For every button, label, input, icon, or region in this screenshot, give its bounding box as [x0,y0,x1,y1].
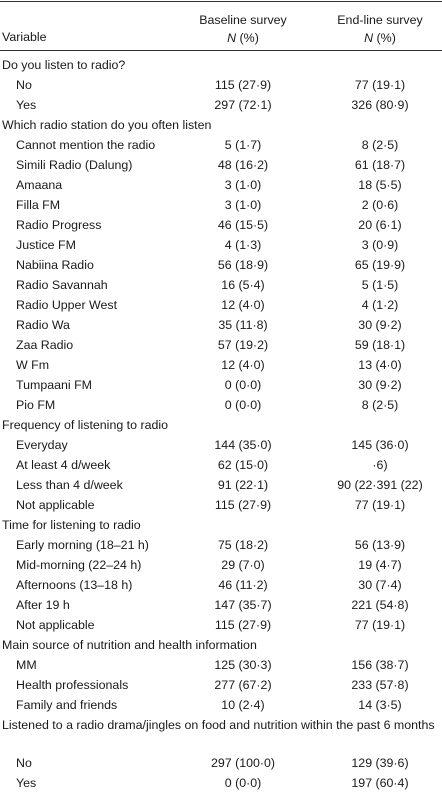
baseline-n-symbol: N [227,31,237,45]
table-row [0,315,442,335]
row-label: Radio Savannah [16,278,108,292]
table-row [0,695,442,715]
table-row [0,75,442,95]
endline-value: 77 (19·1) [354,498,406,512]
section-label: Frequency of listening to radio [2,418,168,432]
table-row [0,555,442,575]
row-label: Cannot mention the radio [16,138,156,152]
section-row [0,415,442,435]
endline-column-title: End-line survey [337,13,423,27]
endline-value: 77 (19·1) [354,618,406,632]
endline-value: 4 (1·2) [361,298,399,312]
baseline-value: 12 (4·0) [221,358,265,372]
baseline-value: 4 (1·3) [224,238,262,252]
baseline-value: 3 (1·0) [224,198,262,212]
endline-value: 18 (5·5) [358,178,402,192]
section-row [0,515,442,535]
section-row [0,635,442,655]
row-label: W Fm [16,358,50,372]
endline-value: 221 (54·8) [351,598,409,612]
row-label: Radio Wa [16,318,70,332]
section-label: Main source of nutrition and health information [2,638,257,652]
endline-value: 30 (9·2) [358,378,402,392]
section-label: Which radio station do you often listen [2,118,212,132]
endline-value: 197 (60·4) [351,776,409,790]
endline-value: 8 (2·5) [361,398,399,412]
table-row [0,375,442,395]
baseline-value: 75 (18·2) [217,538,269,552]
endline-value: 30 (7·4) [358,578,402,592]
survey-table [0,1,442,793]
endline-value: 5 (1·5) [361,278,399,292]
section-row [0,715,442,753]
table-row [0,355,442,375]
baseline-value: 12 (4·0) [221,298,265,312]
row-label: Not applicable [16,618,95,632]
table-row [0,135,442,155]
row-label: Health professionals [16,678,129,692]
endline-value: 14 (3·5) [358,698,402,712]
row-label: Yes [16,98,37,112]
row-label: Radio Progress [16,218,102,232]
table-row [0,615,442,635]
baseline-value: 16 (5·4) [221,278,265,292]
endline-value: 326 (80·9) [351,98,409,112]
baseline-column-title: Baseline survey [199,13,287,27]
section-row [0,115,442,135]
table-row [0,215,442,235]
table-row [0,495,442,515]
baseline-value: 5 (1·7) [224,138,262,152]
row-label: Pio FM [16,398,56,412]
table-row [0,255,442,275]
endline-value: 13 (4·0) [358,358,402,372]
table-row [0,335,442,355]
row-label: At least 4 d/week [16,458,111,472]
endline-value: 8 (2·5) [361,138,399,152]
baseline-value: 56 (18·9) [217,258,269,272]
baseline-column-subtitle: N (%) [227,31,259,45]
section-row [0,55,442,75]
endline-value: 61 (18·7) [354,158,406,172]
endline-column-subtitle: N (%) [364,31,396,45]
section-label: Time for listening to radio [2,518,141,532]
endline-value: 2 (0·6) [361,198,399,212]
baseline-value: 46 (11·2) [218,578,268,592]
row-label: Not applicable [16,498,95,512]
baseline-value: 3 (1·0) [224,178,262,192]
row-label: Nabiina Radio [16,258,94,272]
baseline-value: 144 (35·0) [214,438,272,452]
table-row [0,575,442,595]
table-header [0,2,442,50]
row-label: Zaa Radio [16,338,74,352]
baseline-value: 297 (72·1) [214,98,272,112]
row-label: Afternoons (13–18 h) [16,578,133,592]
baseline-value: 46 (15·5) [217,218,269,232]
row-label: Amaana [16,178,63,192]
baseline-value: 277 (67·2) [214,678,272,692]
baseline-value: 0 (0·0) [224,378,262,392]
baseline-value: 115 (27·9) [214,618,272,632]
endline-value: 65 (19·9) [354,258,406,272]
endline-value: 90 (22·391 (22) [337,478,423,492]
baseline-value: 35 (11·8) [218,318,268,332]
endline-n-symbol: N [364,31,374,45]
row-label: Filla FM [16,198,61,212]
table-row [0,395,442,415]
row-label: After 19 h [16,598,70,612]
endline-value: 56 (13·9) [354,538,406,552]
table-row [0,95,442,115]
baseline-value: 91 (22·1) [217,478,269,492]
row-label: Radio Upper West [16,298,118,312]
row-label: Justice FM [16,238,76,252]
row-label: Family and friends [16,698,118,712]
baseline-value: 115 (27·9) [214,78,272,92]
endline-value: 233 (57·8) [351,678,409,692]
section-label: Listened to a radio drama/jingles on food and nutrition within the past 6 months [2,718,435,732]
baseline-value: 0 (0·0) [224,776,262,790]
endline-value: 30 (9·2) [358,318,402,332]
table-body [0,51,442,793]
table-row [0,435,442,455]
table-row [0,675,442,695]
endline-value: 3 (0·9) [361,238,399,252]
table-row [0,155,442,175]
baseline-value: 297 (100·0) [210,756,276,770]
table-row [0,595,442,615]
endline-value: 156 (38·7) [351,658,409,672]
baseline-value: 48 (16·2) [217,158,269,172]
row-label: Everyday [16,438,68,452]
table-row [0,235,442,255]
row-label: Early morning (18–21 h) [16,538,149,552]
table-row [0,455,442,475]
baseline-value: 57 (19·2) [217,338,269,352]
baseline-column-header [188,11,298,47]
section-label: Do you listen to radio? [2,58,126,72]
endline-value: 20 (6·1) [358,218,402,232]
table-row [0,195,442,215]
table-row [0,295,442,315]
baseline-value: 62 (15·0) [217,458,269,472]
table-row [0,535,442,555]
table-row [0,275,442,295]
baseline-value: 147 (35·7) [214,598,272,612]
row-label: No [16,78,32,92]
table-row [0,773,442,793]
row-label: Tumpaani FM [16,378,92,392]
baseline-value: 0 (0·0) [224,398,262,412]
table-row [0,753,442,773]
endline-value: 59 (18·1) [354,338,406,352]
baseline-value: 10 (2·4) [221,698,265,712]
row-label: Mid-morning (22–24 h) [16,558,142,572]
variable-column-header: Variable [2,30,47,44]
baseline-value: 125 (30·3) [214,658,272,672]
row-label: MM [16,658,37,672]
endline-value: 19 (4·7) [358,558,402,572]
row-label: No [16,756,32,770]
row-label: Simili Radio (Dalung) [16,158,133,172]
row-label: Yes [16,776,37,790]
baseline-value: 29 (7·0) [221,558,265,572]
baseline-value: 115 (27·9) [214,498,272,512]
table-row [0,475,442,495]
endline-value: 129 (39·6) [351,756,409,770]
endline-column-header [318,11,442,47]
table-row [0,655,442,675]
table-row [0,175,442,195]
endline-value: 145 (36·0) [351,438,409,452]
endline-value: ·6) [372,458,388,472]
endline-value: 77 (19·1) [354,78,406,92]
row-label: Less than 4 d/week [16,478,123,492]
